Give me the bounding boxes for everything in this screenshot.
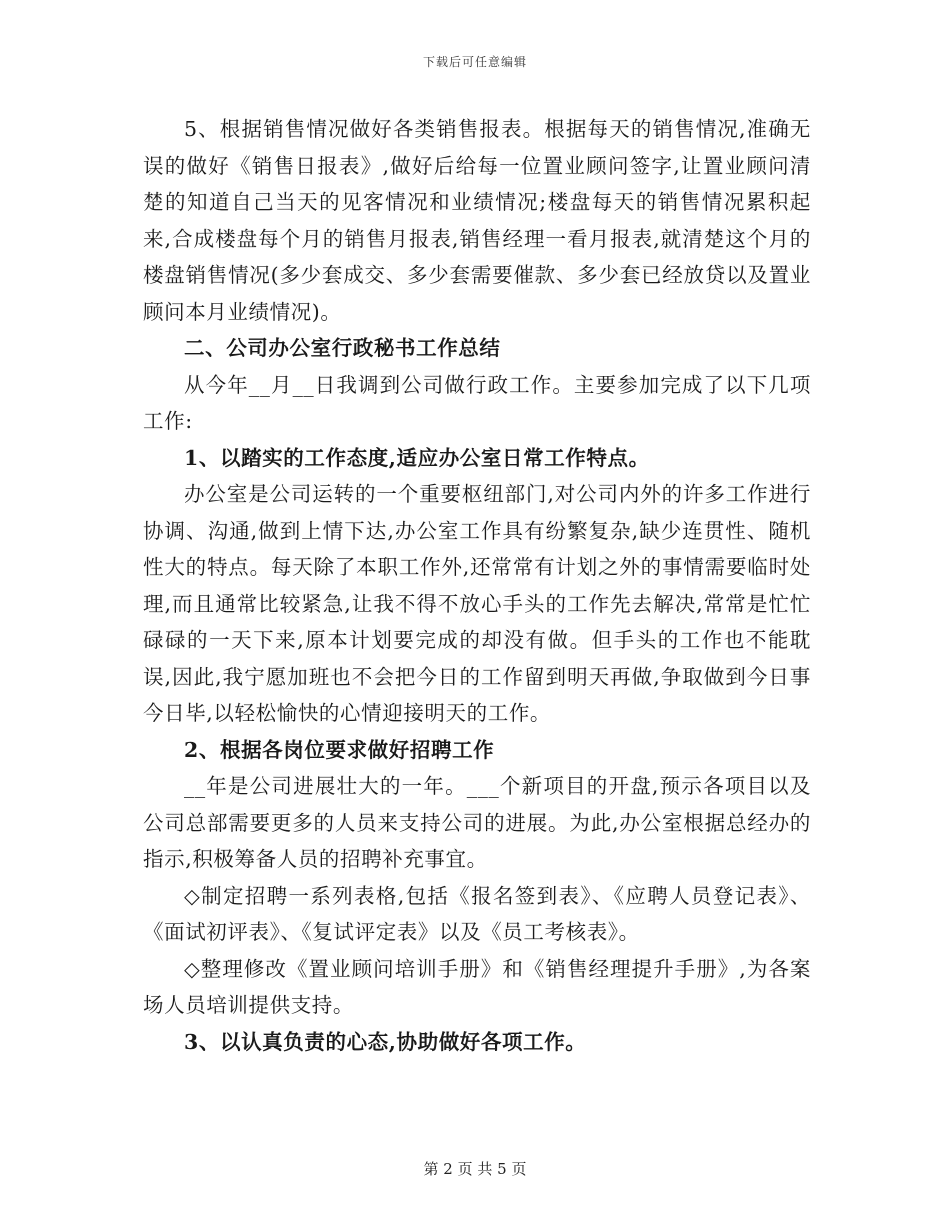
page-footer: 第 2 页 共 5 页: [423, 1160, 527, 1178]
subheading-recruitment: 2、根据各岗位要求做好招聘工作: [184, 737, 495, 762]
paragraph-office-duties: 办公室是公司运转的一个重要枢纽部门,对公司内外的许多工作进行协调、沟通,做到上情下达,办公室工作具有纷繁复杂,缺少连贯性、随机性大的特点。每天除了本职工作外,还常常有计划之外的事情需要临时处理,而且通常比较紧急,让我不得不放心手头的工作先去解决,常常是忙忙碌碌的一天下来,原本计划要完成的却没有做。但手头的工作也不能耽误,因此,我宁愿加班也不会把今日的工作留到明天再做,争取做到今日事今日毕,以轻松愉快的心情迎接明天的工作。: [143, 482, 811, 725]
bullet-recruitment-forms: ◇制定招聘一系列表格,包括《报名签到表》、《应聘人员登记表》、《面试初评表》、《复试评定表》以及《员工考核表》。: [143, 883, 811, 944]
subheading-responsible-attitude: 3、以认真负责的心态,协助做好各项工作。: [184, 1029, 587, 1054]
subheading-work-attitude: 1、以踏实的工作态度,适应办公室日常工作特点。: [184, 445, 650, 470]
page-header: 下载后可任意编辑: [422, 55, 527, 69]
paragraph-sales-reports: 5、根据销售情况做好各类销售报表。根据每天的销售情况,准确无误的做好《销售日报表》,做好后给每一位置业顾问签字,让置业顾问清楚的知道自己当天的见客情况和业绩情况;楼盘每天的销售情况累积起来,合成楼盘每个月的销售月报表,销售经理一看月报表,就清楚这个月的楼盘销售情况(多少套成交、多少套需要催款、多少套已经放贷以及置业顾问本月业绩情况)。: [143, 117, 811, 324]
bullet-training-manuals: ◇整理修改《置业顾问培训手册》和《销售经理提升手册》,为各案场人员培训提供支持。: [143, 956, 811, 1017]
paragraph-intro: 从今年__月__日我调到公司做行政工作。主要参加完成了以下几项工作:: [143, 372, 811, 433]
document-body: [143, 111, 811, 1060]
paragraph-recruitment: __年是公司进展壮大的一年。___个新项目的开盘,预示各项目以及公司总部需要更多的人员来支持公司的进展。为此,办公室根据总经办的指示,积极筹备人员的招聘补充事宜。: [143, 774, 811, 871]
section-heading-admin-secretary-summary: 二、公司办公室行政秘书工作总结: [184, 336, 501, 360]
